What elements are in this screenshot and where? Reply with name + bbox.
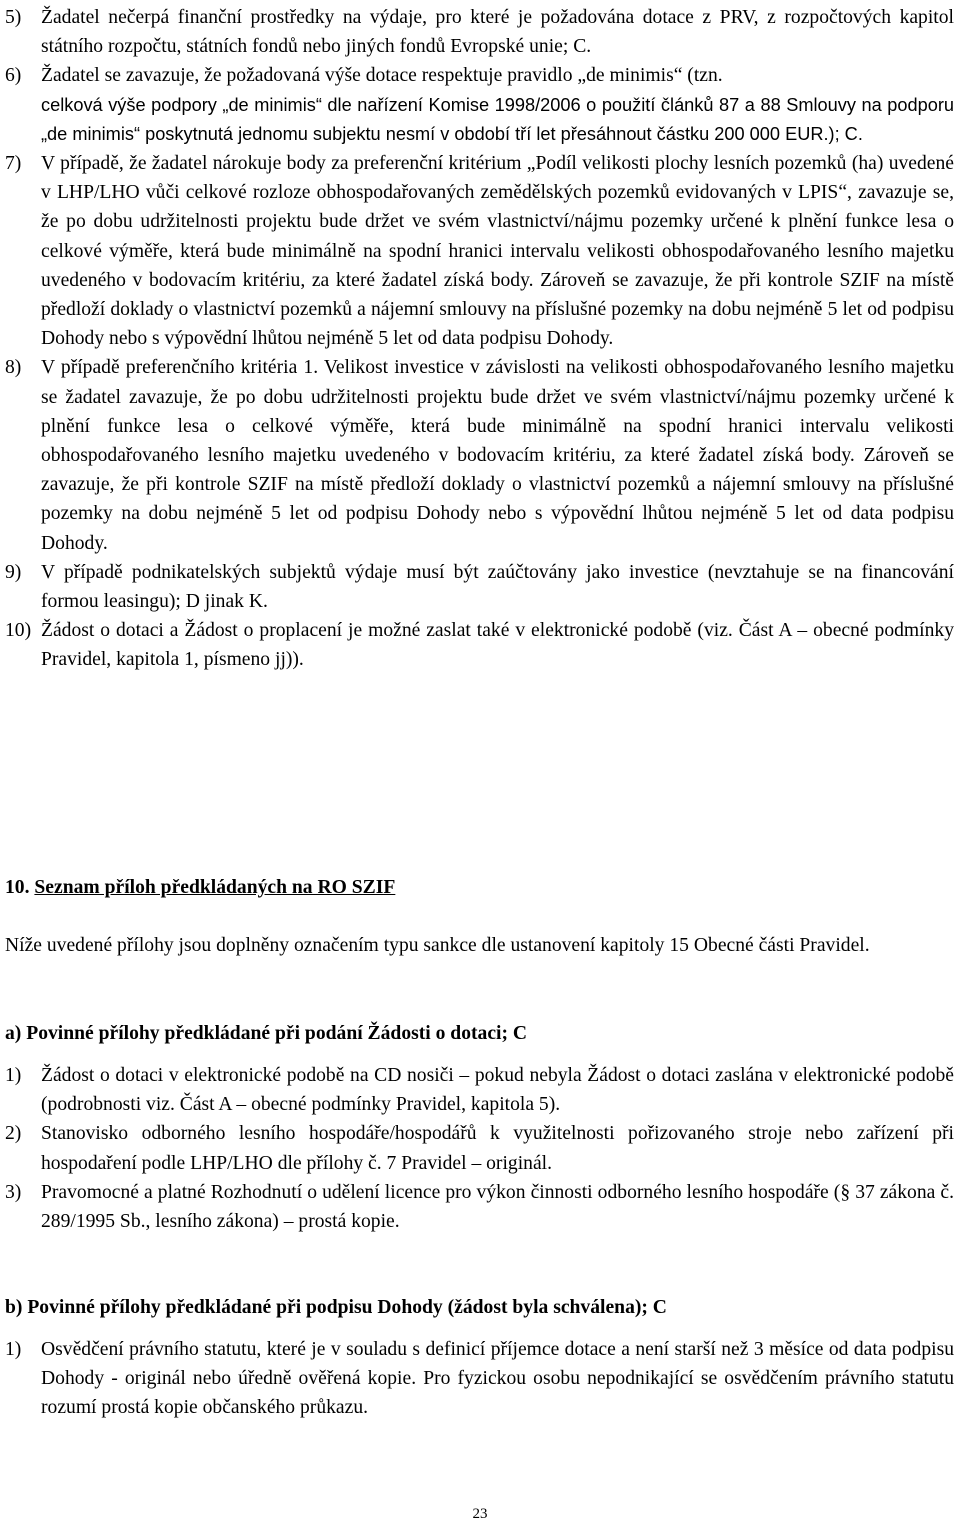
item-number: 5) <box>5 7 22 28</box>
item-number: 3) <box>5 1181 22 1203</box>
item-text-continued: celková výše podpory „de minimis“ dle nařízení Komise 1998/2006 o použití článků 87 a 88 Smlouvy na podporu „de minimis“ poskytnutá jednomu subjektu nesmí v období tří let přesáhnout částku 200 000 EUR.); C. <box>41 94 954 144</box>
item-number: 10) <box>5 620 32 642</box>
item-number: 6) <box>5 65 22 87</box>
list-item <box>0 1119 960 1177</box>
subsection-b-title: b) Povinné přílohy předkládané při podpisu Dohody (žádost byla schválena); C <box>5 1297 667 1318</box>
item-text: V případě preferenčního kritéria 1. Velikost investice v závislosti na velikosti obhospodařovaného lesního majetku se žadatel zavazuje, že po dobu udržitelnosti projektu bude držet ve svém vlastnictví/nájmu pozemky určené k plnění funkce lesa o celkové výměře, která bude minimálně na spodní hranici intervalu velikosti obhospodařovaného lesního majetku uvedeného v bodovacím kritériu, za které žadatel získá body. Zároveň se zavazuje, že při kontrole SZIF na místě předloží doklady o vlastnictví pozemků a nájemní smlouvy na příslušné pozemky na dobu nejméně 5 let od podpisu Dohody nebo s výpovědní lhůtou nejméně 5 let od data podpisu Dohody. <box>41 357 954 554</box>
item-number: 7) <box>5 153 22 175</box>
item-text: Žadatel nečerpá finanční prostředky na výdaje, pro které je požadována dotace z PRV, z rozpočtových kapitol státního rozpočtu, státních fondů nebo jiných fondů Evropské unie; C. <box>41 7 954 58</box>
section-title: Seznam příloh předkládaných na RO SZIF <box>34 877 396 898</box>
list-item <box>0 558 960 616</box>
list-item <box>0 149 960 353</box>
conditions-list <box>0 3 960 675</box>
item-text: Pravomocné a platné Rozhodnutí o udělení licence pro výkon činnosti odborného lesního hospodáře (§ 37 zákona č. 289/1995 Sb., lesního zákona) – prostá kopie. <box>41 1181 954 1233</box>
item-number: 2) <box>5 1123 22 1145</box>
list-item <box>0 1335 960 1423</box>
item-number: 8) <box>5 357 22 379</box>
page-number: 23 <box>472 1506 488 1522</box>
item-text: Osvědčení právního statutu, které je v souladu s definicí příjemce dotace a není starší než 3 měsíce od data podpisu Dohody - originál nebo úředně ověřená kopie. Pro fyzickou osobu nepodnikající se osvědčením právního statutu rozumí prostá kopie občanského průkazu. <box>41 1339 954 1419</box>
list-item <box>0 3 960 61</box>
item-number: 9) <box>5 561 22 583</box>
list-item <box>0 616 960 674</box>
list-item <box>0 1178 960 1236</box>
section-heading <box>5 873 395 902</box>
item-text: Žádost o dotaci v elektronické podobě na CD nosiči – pokud nebyla Žádost o dotaci zaslána v elektronické podobě (podrobnosti viz. Část A – obecné podmínky Pravidel, kapitola 5). <box>41 1065 954 1116</box>
item-text: V případě podnikatelských subjektů výdaje musí být zaúčtovány jako investice (nevztahuje se na financování formou leasingu); D jinak K. <box>41 561 954 613</box>
list-item <box>0 61 960 149</box>
item-text: Žadatel se zavazuje, že požadovaná výše dotace respektuje pravidlo „de minimis“ (tzn. <box>41 65 723 87</box>
section-number: 10. <box>5 877 30 898</box>
list-item <box>0 353 960 557</box>
attachments-a-list <box>0 1061 960 1236</box>
item-text: Žádost o dotaci a Žádost o proplacení je možné zaslat také v elektronické podobě (viz. Část A – obecné podmínky Pravidel, kapitola 1, písmeno jj)). <box>41 620 954 671</box>
item-text: Stanovisko odborného lesního hospodáře/hospodářů k využitelnosti pořizovaného stroje nebo zařízení při hospodaření podle LHP/LHO dle přílohy č. 7 Pravidel – originál. <box>41 1123 954 1174</box>
item-text: V případě, že žadatel nárokuje body za preferenční kritérium „Podíl velikosti plochy lesních pozemků (ha) uvedené v LHP/LHO vůči celkové rozloze obhospodařovaných zemědělských pozemků evidovaných v LPIS“, zavazuje se, že po dobu udržitelnosti projektu bude držet ve svém vlastnictví/nájmu pozemky určené k plnění funkce lesa o celkové výměře, která bude minimálně na spodní hranici intervalu velikosti obhospodařovaného lesního majetku uvedeného v bodovacím kritériu, za které žadatel získá body. Zároveň se zavazuje, že při kontrole SZIF na místě předloží doklady o vlastnictví pozemků a nájemní smlouvy na příslušné pozemky na dobu nejméně 5 let od podpisu Dohody nebo s výpovědní lhůtou nejméně 5 let od data podpisu Dohody. <box>41 153 954 350</box>
section-intro: Níže uvedené přílohy jsou doplněny označením typu sankce dle ustanovení kapitoly 15 Obecné části Pravidel. <box>5 935 870 956</box>
subsection-a-title: a) Povinné přílohy předkládané při podání Žádosti o dotaci; C <box>5 1023 528 1044</box>
item-number: 1) <box>5 1065 22 1086</box>
attachments-b-list <box>0 1335 960 1423</box>
item-number: 1) <box>5 1339 22 1360</box>
list-item <box>0 1061 960 1119</box>
